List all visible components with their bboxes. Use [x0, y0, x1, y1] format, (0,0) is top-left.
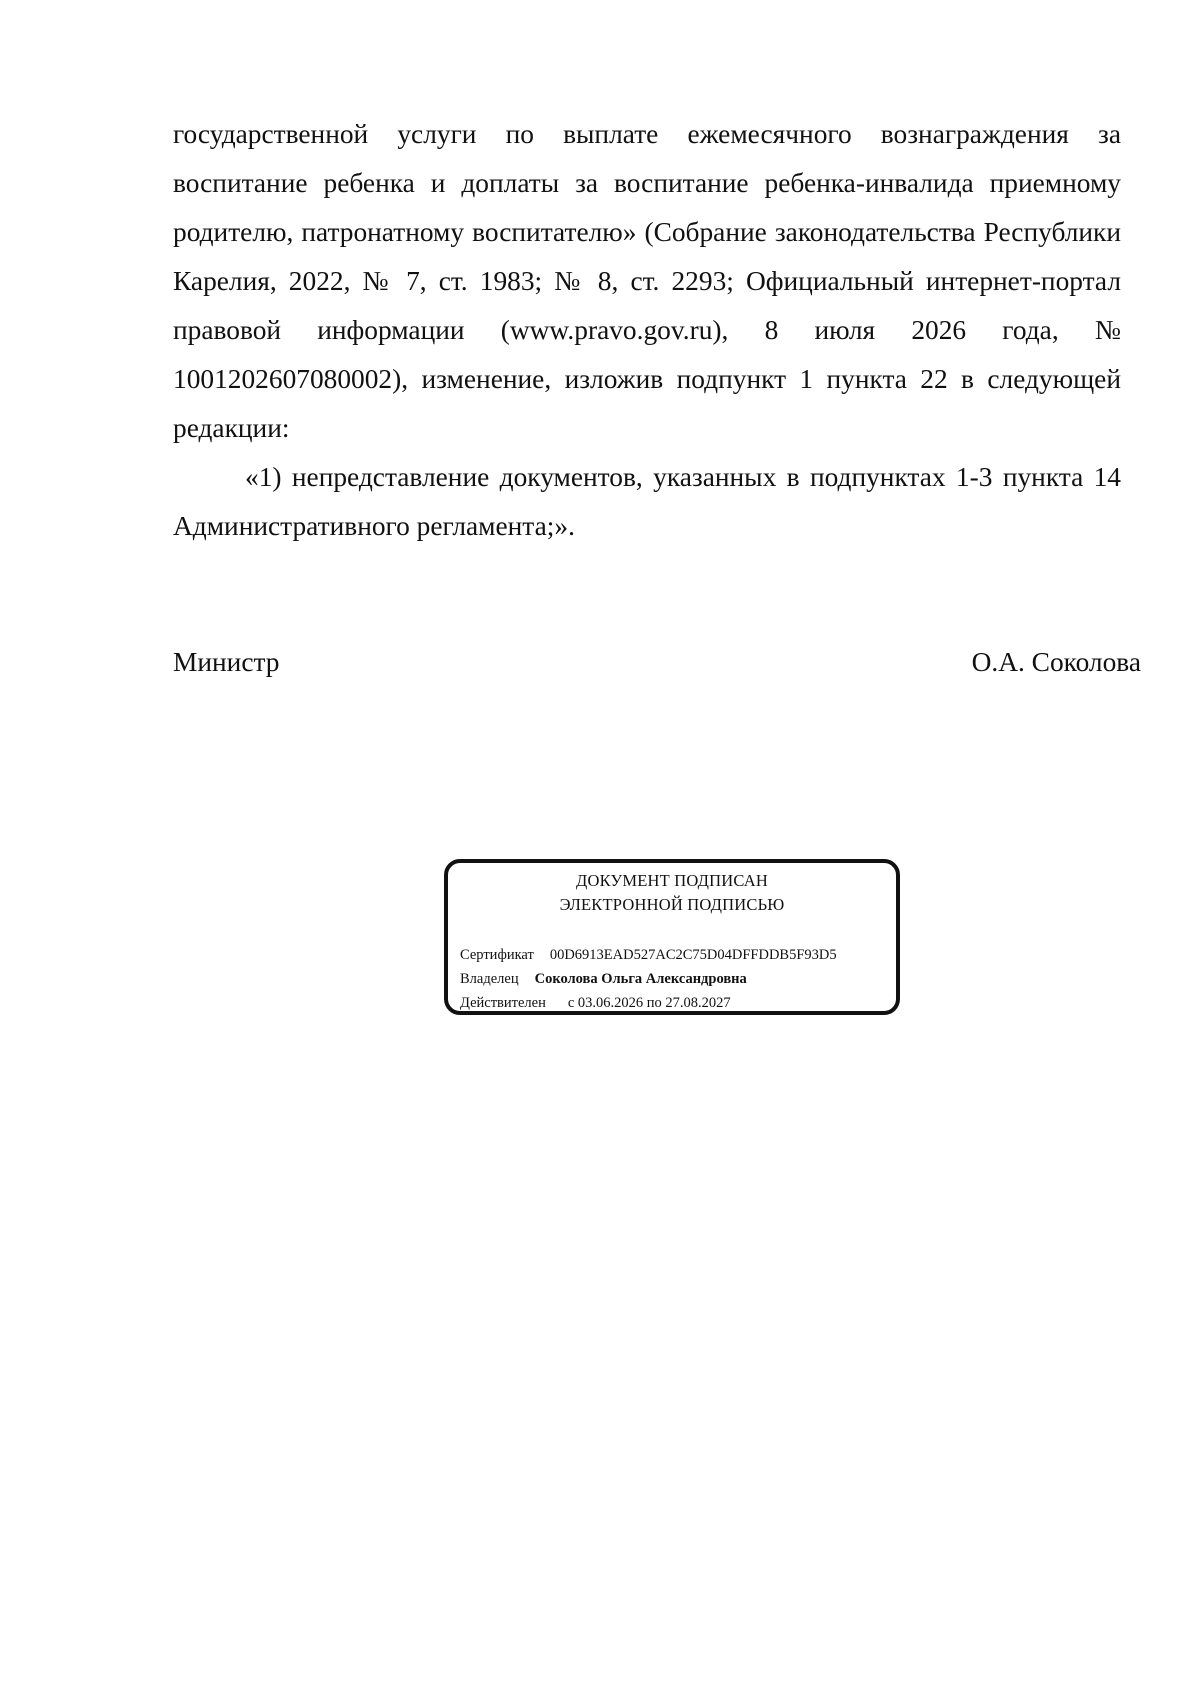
signatory-name: О.А. Соколова	[971, 647, 1141, 677]
stamp-owner-label: Владелец	[460, 971, 519, 987]
stamp-title-line-2: ЭЛЕКТРОННОЙ ПОДПИСЬЮ	[559, 895, 785, 914]
body-paragraph-1: государственной услуги по выплате ежемесячного вознаграждения за воспитание ребенка и доплаты за воспитание ребенка-инвалида приемному родителю, патронатному воспитателю» (Собрание законодательства Республики Карелия, 2022, № 7, ст. 1983; № 8, ст. 2293; Официальный интернет-портал правовой информации (www.pravo.gov.ru), 8 июля 2026 года, № 1001202607080002), изменение, изложив подпункт 1 пункта 22 в следующей редакции:	[173, 119, 1121, 443]
stamp-certificate-label: Сертификат	[460, 947, 534, 963]
stamp-title	[448, 869, 896, 917]
stamp-certificate-value: 00D6913EAD527AC2C75D04DFFDDB5F93D5	[549, 947, 837, 963]
stamp-validity-row	[460, 993, 731, 1013]
body-paragraph-2: «1) непредставление документов, указанных в подпунктах 1-3 пункта 14 Административного регламента;».	[173, 462, 1121, 541]
electronic-signature-stamp	[444, 859, 900, 1015]
stamp-certificate-row	[460, 945, 837, 965]
stamp-validity-value: с 03.06.2026 по 27.08.2027	[567, 995, 731, 1011]
stamp-owner-value: Соколова Ольга Александровна	[534, 971, 747, 987]
signatory-position: Министр	[173, 647, 280, 677]
stamp-validity-label: Действителен	[460, 995, 546, 1011]
stamp-owner-row	[460, 969, 747, 989]
stamp-title-line-1: ДОКУМЕНТ ПОДПИСАН	[576, 871, 768, 890]
document-body	[173, 110, 1121, 551]
